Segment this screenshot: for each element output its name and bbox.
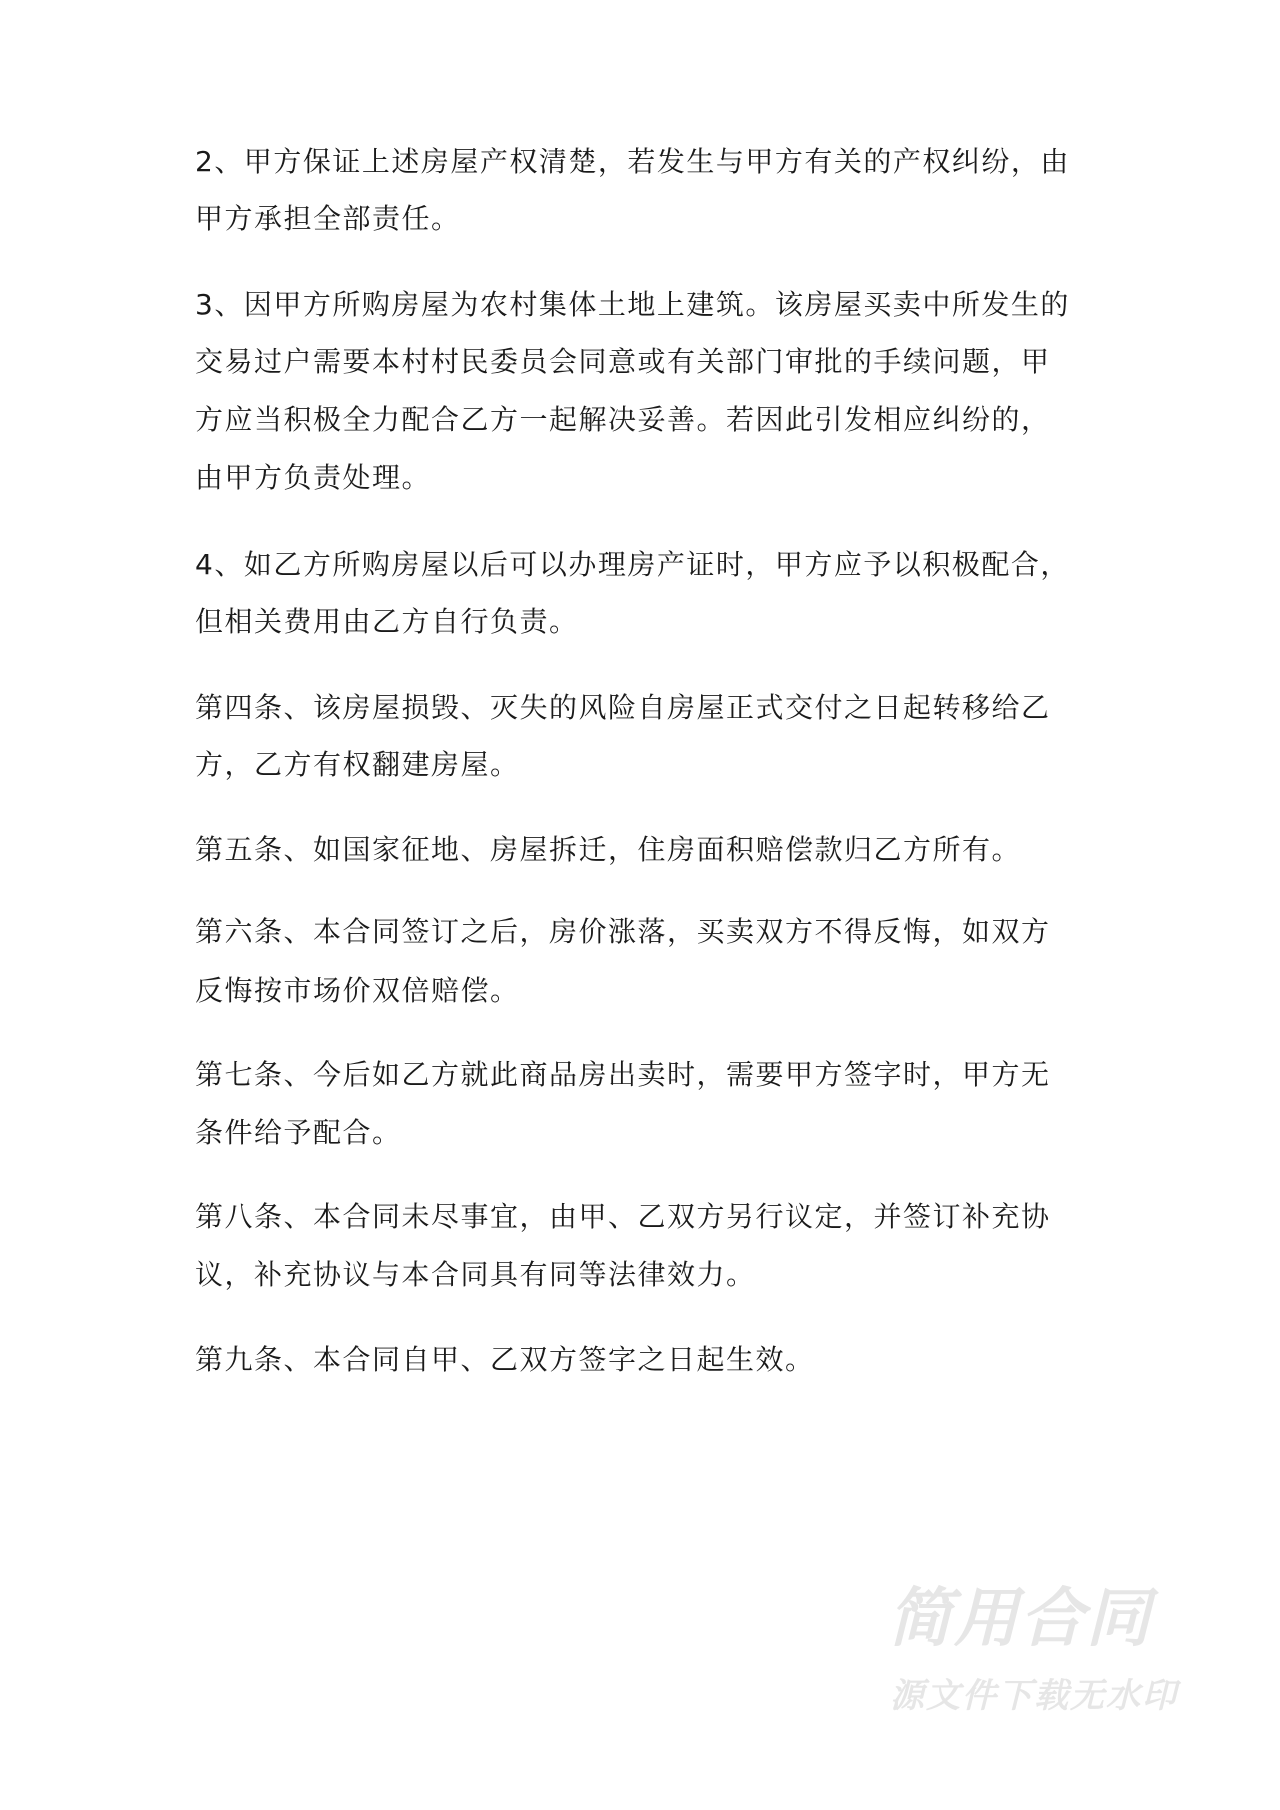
article-9-line-1: 第九条、本合同自甲、乙双方签字之日起生效。 [195, 1343, 815, 1376]
watermark-subtitle: 源文件下载无水印 [890, 1676, 1178, 1716]
article-8-line-2: 议，补充协议与本合同具有同等法律效力。 [195, 1258, 756, 1291]
watermark-title: 简用合同 [888, 1582, 1152, 1656]
article-8-line-1: 第八条、本合同未尽事宜，由甲、乙双方另行议定，并签订补充协 [195, 1200, 1051, 1233]
clause-3-line-3: 方应当积极全力配合乙方一起解决妥善。若因此引发相应纠纷的， [195, 403, 1051, 436]
clause-2-line-2: 甲方承担全部责任。 [195, 202, 461, 235]
clause-4-line-1: 4、如乙方所购房屋以后可以办理房产证时，甲方应予以积极配合， [195, 548, 1070, 581]
article-4-line-1: 第四条、该房屋损毁、灭失的风险自房屋正式交付之日起转移给乙 [195, 691, 1051, 724]
clause-3-line-1: 3、因甲方所购房屋为农村集体土地上建筑。该房屋买卖中所发生的 [195, 288, 1070, 321]
clause-3-line-2: 交易过户需要本村村民委员会同意或有关部门审批的手续问题，甲 [195, 345, 1051, 378]
article-7-line-1: 第七条、今后如乙方就此商品房出卖时，需要甲方签字时，甲方无 [195, 1058, 1051, 1091]
clause-3-line-4: 由甲方负责处理。 [195, 461, 432, 494]
article-6-line-2: 反悔按市场价双倍赔偿。 [195, 974, 520, 1007]
article-6-line-1: 第六条、本合同签订之后，房价涨落，买卖双方不得反悔，如双方 [195, 915, 1051, 948]
article-7-line-2: 条件给予配合。 [195, 1116, 402, 1149]
article-5-line-1: 第五条、如国家征地、房屋拆迁，住房面积赔偿款归乙方所有。 [195, 833, 1022, 866]
clause-2-line-1: 2、甲方保证上述房屋产权清楚，若发生与甲方有关的产权纠纷，由 [195, 145, 1070, 178]
clause-4-line-2: 但相关费用由乙方自行负责。 [195, 605, 579, 638]
article-4-line-2: 方，乙方有权翻建房屋。 [195, 748, 520, 781]
